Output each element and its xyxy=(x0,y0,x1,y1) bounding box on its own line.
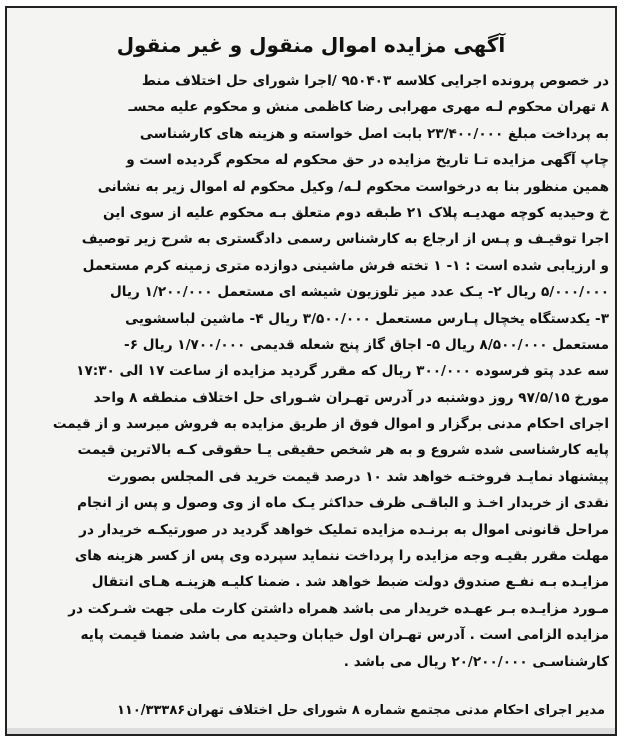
notice-line: اجرای احکام مدنی برگزار و اموال فوق از طریق مزایده به فروش میرسد و از قیمت xyxy=(52,416,609,433)
notice-line: همین منظور بنا به درخواست محکوم لـه/ وکیل محکوم له اموال زیر به نشانی xyxy=(97,178,609,195)
notice-line: اجرا توقیـف و پـس از ارجاع به کارشناس رسمی دادگستری به شرح زیر توصیف xyxy=(81,231,609,248)
notice-line: و ارزیابی شده است : ۱- ۱ تخته فرش ماشینی دوازده متری زمینه کرم مستعمل xyxy=(82,257,609,274)
notice-line: چاپ آگهی مزایده تـا تاریخ مزایده در حق محکوم له محکوم گردیده است و xyxy=(126,152,609,169)
notice-line: ۳- یکدستگاه یخچال پـارس مستعمل ۳/۵۰۰/۰۰۰ ریال ۴- ماشین لباسشویی xyxy=(125,310,609,327)
notice-line: ۵/۰۰۰/۰۰۰ ریال ۲- یـک عدد میز تلوزیون شیشه ای مستعمل ۱/۲۰۰/۰۰۰ ریال xyxy=(110,284,609,301)
notice-line: مورخ ۹۷/۵/۱۵ روز دوشنبه در آدرس تهـران شـورای حل اختلاف منطقه ۸ واحد xyxy=(93,389,609,406)
notice-body xyxy=(7,68,615,675)
signature-line: مدیر اجرای احکام مدنی مجتمع شماره ۸ شورای حل اختلاف تهران xyxy=(186,703,605,718)
notice-line: به پرداخت مبلغ ۲۳/۴۰۰/۰۰۰ بابت اصل خواسته و هزینه های کارشناسی xyxy=(139,125,609,142)
notice-line: خ وحیدیه کوچه مهدیـه پلاک ۲۱ طبقه دوم متعلق بـه محکوم علیه از سوی این xyxy=(103,204,609,221)
bottom-divider xyxy=(7,728,615,734)
notice-footer xyxy=(7,698,615,724)
notice-line: مـورد مزایـده بـر عهـده خریدار می باشد همراه داشتن کارت ملی جهت شـرکت در xyxy=(68,600,609,617)
notice-line: مستعمل ۸/۵۰۰/۰۰۰ ریال ۵- اجاق گاز پنج شعله قدیمی ۱/۷۰۰/۰۰۰ ریال ۶- xyxy=(124,336,609,353)
notice-line: مراحل قانونی اموال به برنـده مزایده تملیک خواهد گردید در صورتیکـه خریدار در xyxy=(79,521,609,538)
auction-notice xyxy=(5,6,617,736)
notice-title: آگهی مزایده اموال منقول و غیر منقول xyxy=(116,33,506,57)
notice-line: مزایـده بـه نفـع صندوق دولت ضبط خواهد شد . ضمنا کلیـه هزینـه هـای انتقال xyxy=(91,574,609,591)
notice-code: ۱۱۰/۳۳۳۸۶ xyxy=(117,703,186,718)
notice-line: سه عدد پتو فرسوده ۳۰۰/۰۰۰ ریال که مقرر گردید مزایده از ساعت ۱۷ الی ۱۷:۳۰ xyxy=(76,363,609,380)
notice-line: پیشنهاد نمایـد فروختـه خواهد شد ۱۰ درصد قیمت خرید فی المجلس بصورت xyxy=(107,468,609,485)
notice-line: ۸ تهران محکوم لـه مهری مهرابی رضا کاظمی منش و محکوم علیه محسـ xyxy=(128,99,609,116)
notice-line: نقدی از خریدار اخـذ و الباقـی ظرف حداکثر یـک ماه از وی وصول و پس از انجام xyxy=(77,495,609,512)
notice-line: پایه کارشناسی شده شروع و به هر شخص حقیقی یـا حقوقی کـه بالاترین قیمت xyxy=(77,442,609,459)
notice-line: در خصوص پرونده اجرایی کلاسه ۹۵۰۴۰۳ /اجرا شورای حل اختلاف منط xyxy=(141,73,609,89)
notice-line: مزایده الزامی است . آدرس تهـران اول خیابان وحیدیه می باشد ضمنا قیمت پایه xyxy=(80,627,609,644)
notice-line: کارشناسـی ۲۰/۲۰۰/۰۰۰ ریال می باشد . xyxy=(343,653,609,670)
notice-line: مهلت مقرر بقیـه وجه مزایده را پرداخت ننماید سپرده وی پس از کسر هزینه های xyxy=(74,548,609,565)
